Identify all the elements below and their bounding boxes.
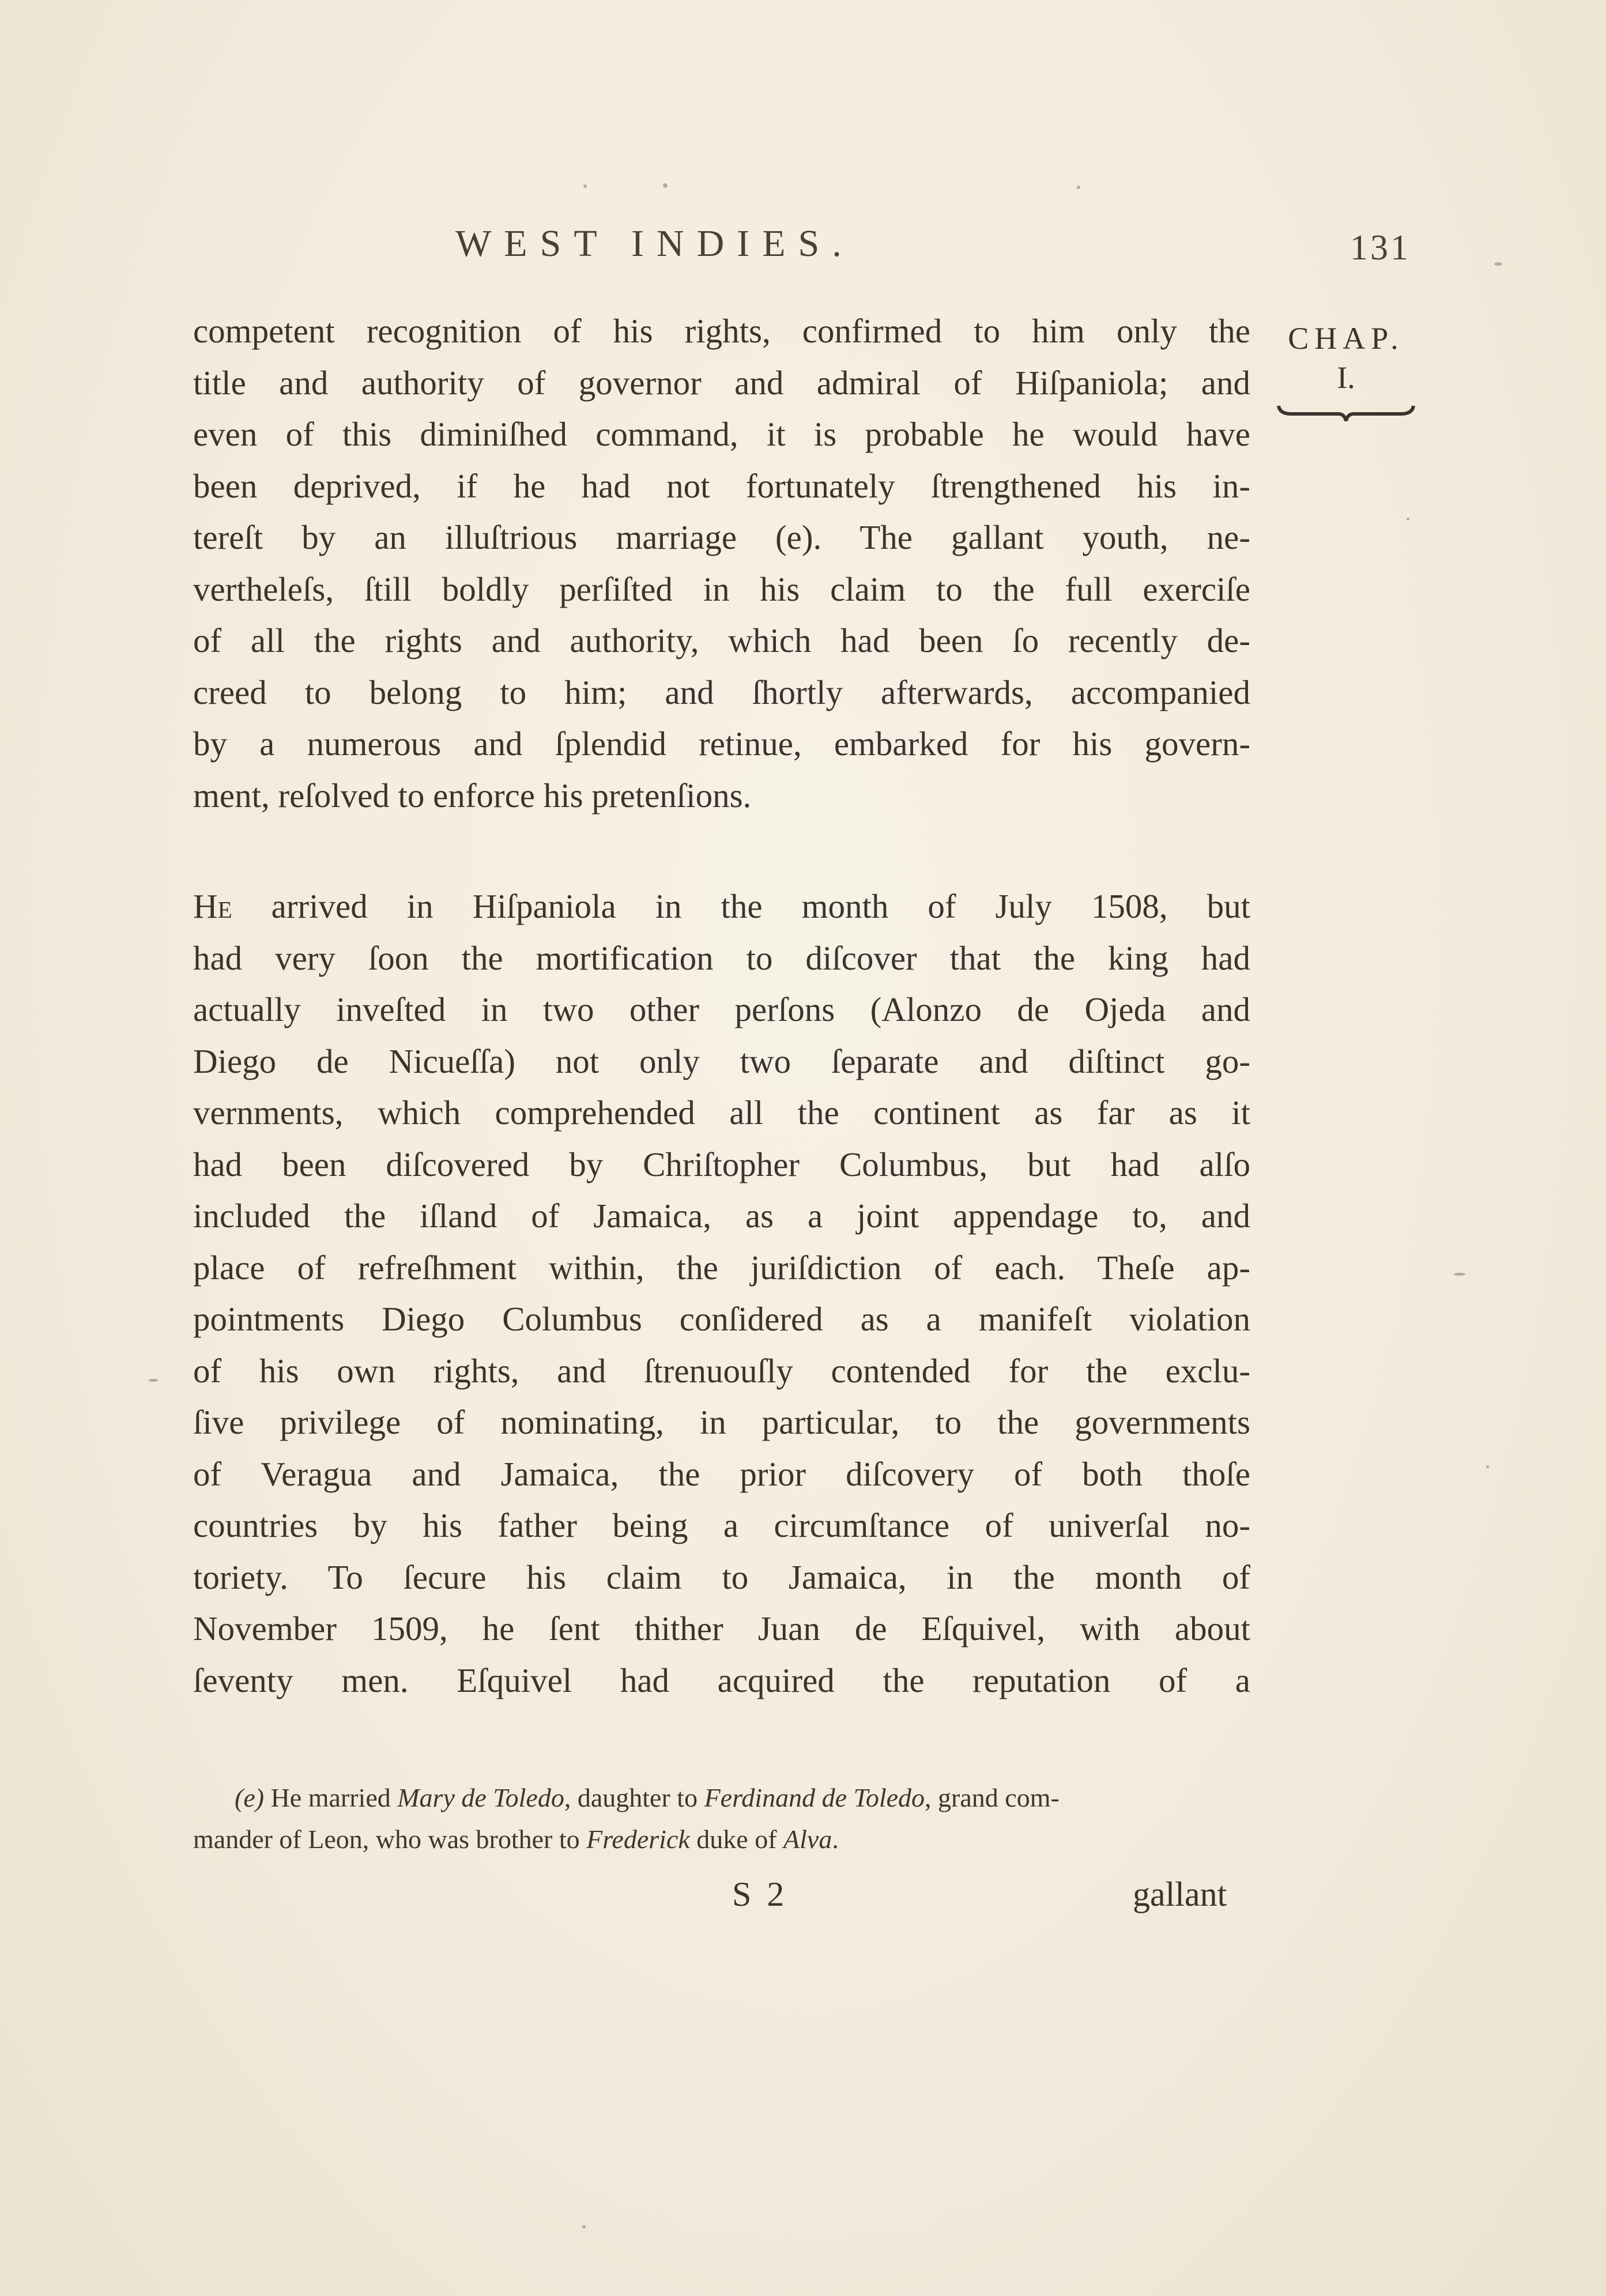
paragraph-2: [193, 881, 1250, 1706]
footnote-name: Mary de Toledo: [397, 1783, 564, 1812]
paper-speck: [583, 184, 587, 188]
footnote-name: Frederick: [586, 1824, 690, 1854]
text-line: tereſt by an illuſtrious marriage (e). The gallant youth, ne-: [193, 518, 1250, 556]
signature-mark: S 2: [732, 1875, 788, 1913]
paper-speck: [149, 1379, 158, 1382]
footnote-text: , daughter to: [564, 1783, 704, 1812]
footnote-text: .: [832, 1824, 839, 1854]
footnote-text: , grand com-: [925, 1783, 1060, 1812]
text-line: toriety. To ſecure his claim to Jamaica, in the month of: [193, 1558, 1250, 1596]
footnote-marker: (e): [235, 1783, 265, 1812]
text-line: November 1509, he ſent thither Juan de Eſquivel, with about: [193, 1609, 1250, 1647]
paper-speck: [1486, 1465, 1489, 1468]
text-line: competent recognition of his rights, confirmed to him only the: [193, 312, 1250, 350]
text-line: even of this diminiſhed command, it is probable he would have: [193, 415, 1250, 453]
text-line: creed to belong to him; and ſhortly afterwards, accompanied: [193, 673, 1250, 711]
text-line: had very ſoon the mortification to diſcover that the king had: [193, 938, 1250, 977]
paper-speck: [582, 2225, 586, 2229]
text-line: ſeventy men. Eſquivel had acquired the reputation of a: [193, 1661, 1250, 1699]
footnote: [193, 1777, 1250, 1860]
text-line: of his own rights, and ſtrenuouſly contended for the exclu-: [193, 1351, 1250, 1390]
page-number: 131: [1350, 228, 1411, 267]
text-line: vertheleſs, ſtill boldly perſiſted in his claim to the full exerciſe: [193, 570, 1250, 608]
footnote-name: Alva: [783, 1824, 832, 1854]
catchword: gallant: [1133, 1875, 1227, 1913]
text-line: of all the rights and authority, which had been ſo recently de-: [193, 621, 1250, 659]
footnote-text: mander of Leon, who was brother to: [193, 1824, 587, 1854]
running-title: WEST INDIES.: [455, 223, 854, 265]
text-line: vernments, which comprehended all the continent as far as it: [193, 1094, 1250, 1132]
text-line: had been diſcovered by Chriſtopher Columbus, but had alſo: [193, 1145, 1250, 1183]
chapter-margin-note: [1274, 323, 1418, 424]
chapter-number: I.: [1337, 360, 1355, 395]
paper-speck: [1494, 262, 1502, 266]
text-line: actually inveſted in two other perſons (Alonzo de Ojeda and: [193, 990, 1250, 1028]
text-line: by a numerous and ſplendid retinue, embarked for his govern-: [193, 725, 1250, 763]
footnote-line-2: [193, 1819, 1250, 1860]
footnote-name: Ferdinand de Toledo: [704, 1783, 925, 1812]
text-line: title and authority of governor and admiral of Hiſpaniola; and: [193, 363, 1250, 402]
paper-speck: [1077, 186, 1080, 189]
paragraph-1: [193, 306, 1250, 821]
first-line-rest: arrived in Hiſpaniola in the month of July 1508, but: [232, 887, 1250, 925]
text-line: place of refreſhment within, the juriſdiction of each. Theſe ap-: [193, 1248, 1250, 1287]
text-line: ment, reſolved to enforce his pretenſions.: [193, 776, 752, 815]
footnote-text: duke of: [689, 1824, 784, 1854]
lead-word: He: [193, 887, 232, 925]
paper-speck: [663, 183, 668, 188]
text-line: included the iſland of Jamaica, as a joint appendage to, and: [193, 1197, 1250, 1235]
brace-ornament-icon: [1274, 401, 1418, 424]
text-line-first: [193, 881, 1250, 933]
text-line: countries by his father being a circumſtance of univerſal no-: [193, 1506, 1250, 1544]
text-line: pointments Diego Columbus conſidered as a manifeſt violation: [193, 1300, 1250, 1338]
text-line: ſive privilege of nominating, in particular, to the governments: [193, 1403, 1250, 1441]
text-line: been deprived, if he had not fortunately ſtrengthened his in-: [193, 466, 1250, 505]
paper-speck: [1454, 1273, 1465, 1276]
paper-speck: [1407, 518, 1409, 521]
chapter-label: CHAP.: [1288, 321, 1404, 356]
text-line: of Veragua and Jamaica, the prior diſcovery of both thoſe: [193, 1454, 1250, 1493]
text-line: Diego de Nicueſſa) not only two ſeparate and diſtinct go-: [193, 1042, 1250, 1080]
footnote-text: He married: [264, 1783, 398, 1812]
footnote-line-1: [193, 1777, 1250, 1819]
